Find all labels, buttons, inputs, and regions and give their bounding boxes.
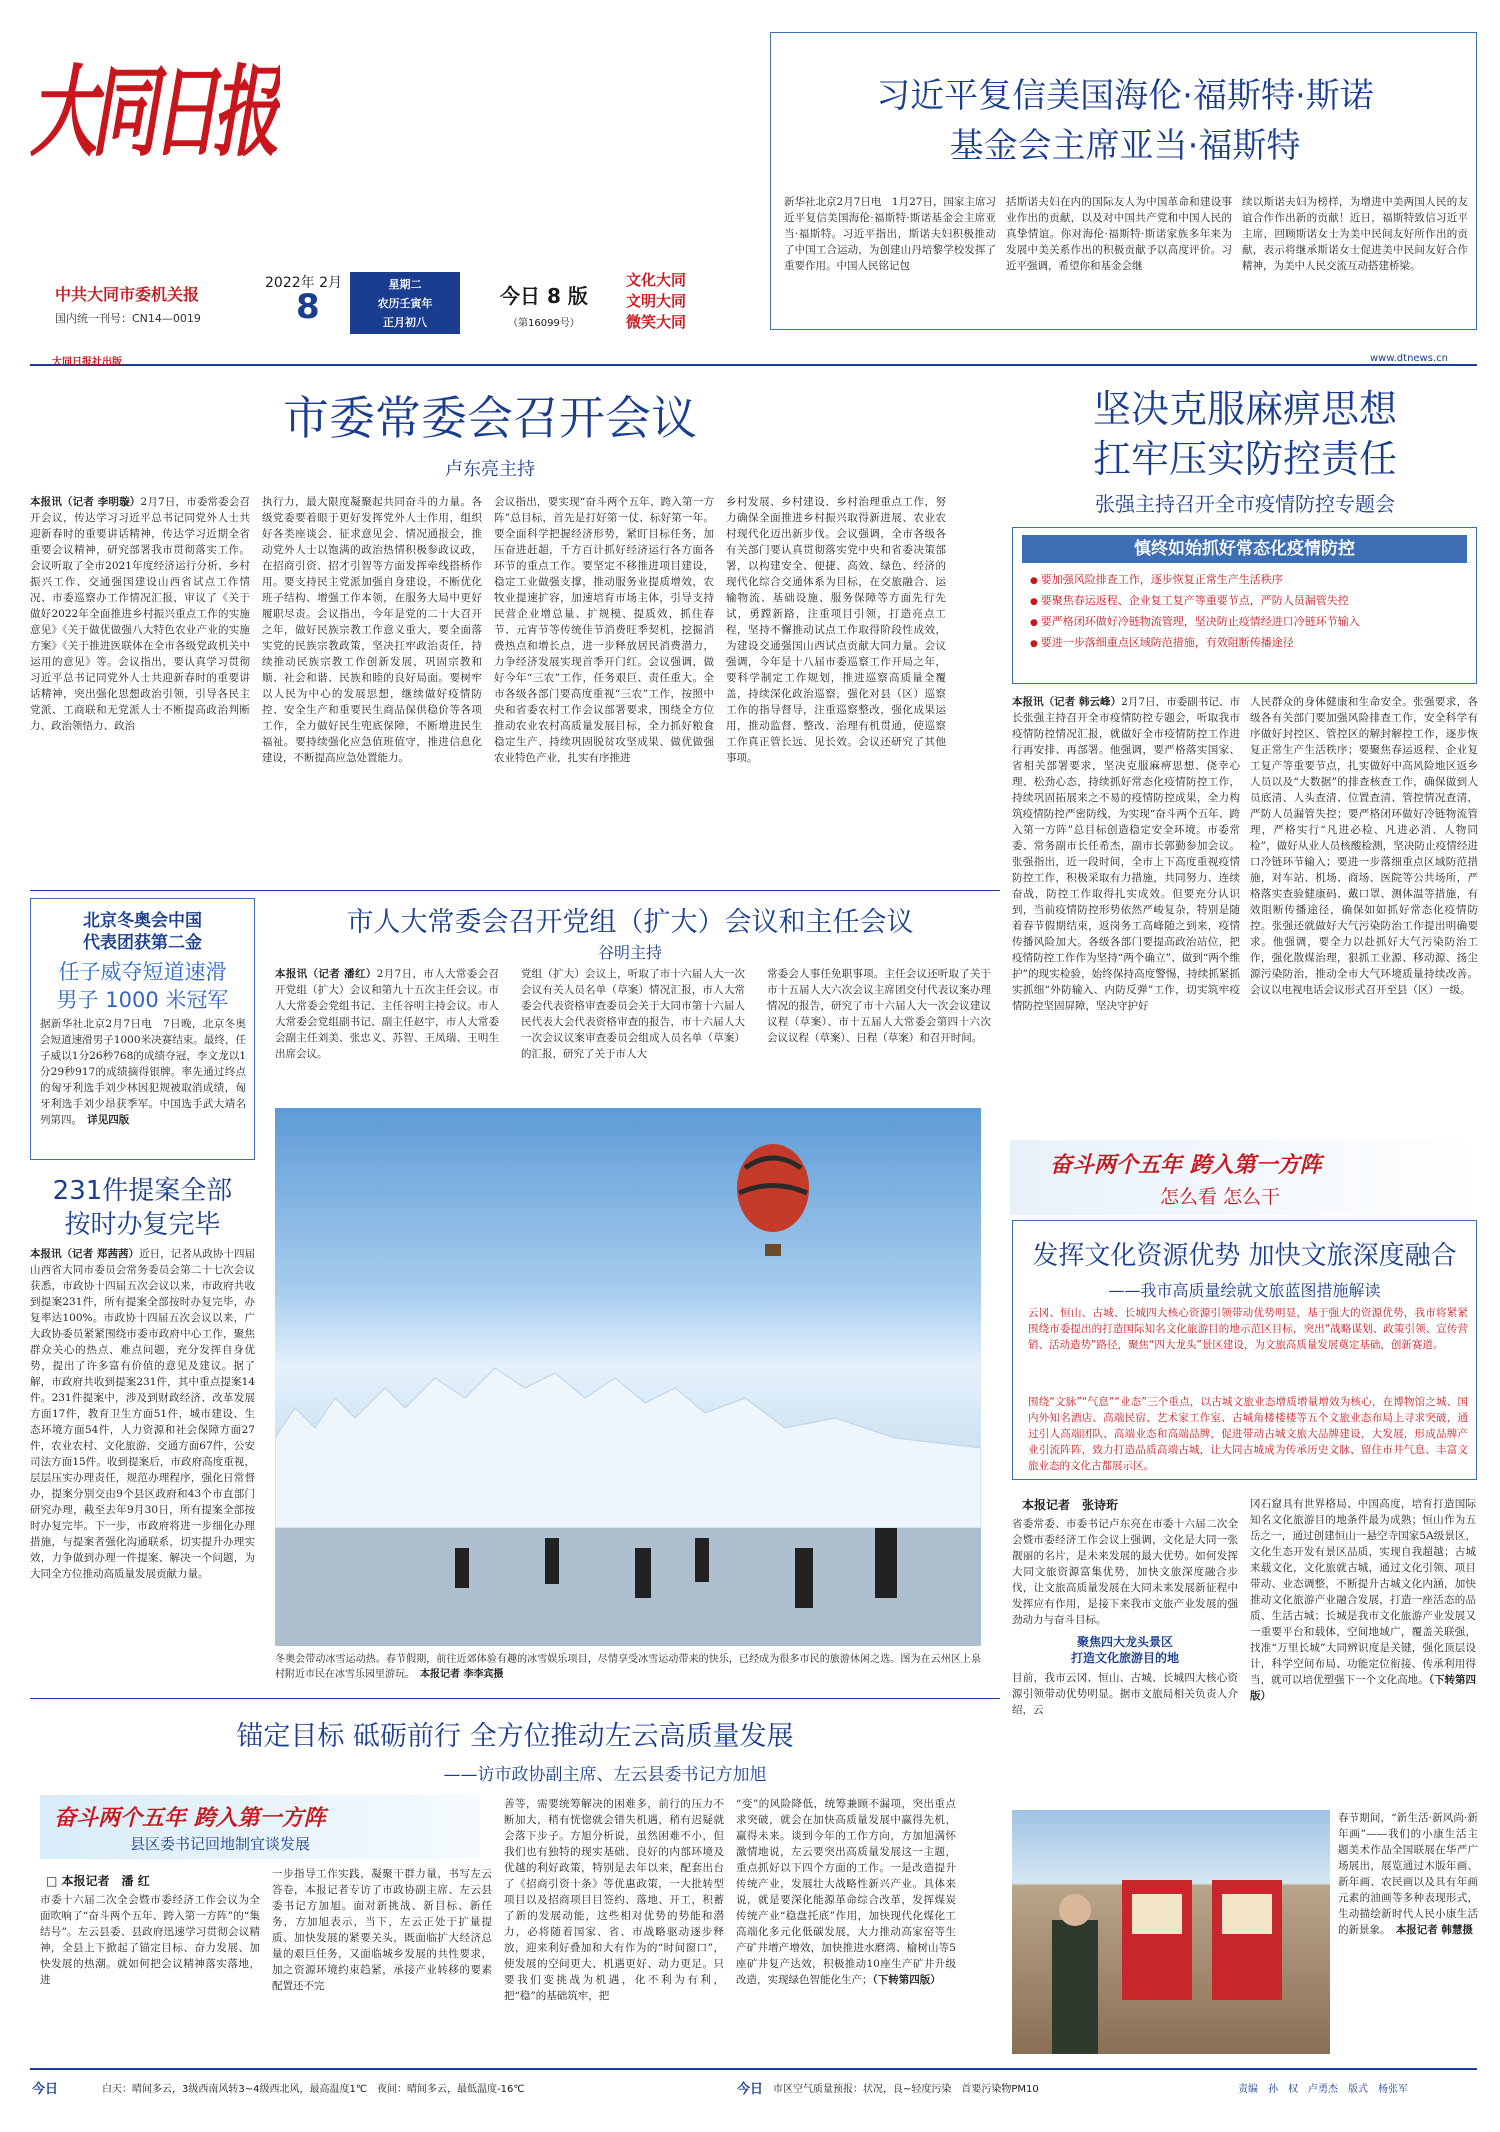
- footer-rule: [30, 2068, 1477, 2070]
- winter-sub-1: 任子威夺短道速滑: [58, 960, 227, 984]
- zuoyun-ref: （下转第四版）: [872, 1974, 941, 1986]
- proposals-title-1: 231件提案全部: [52, 1176, 233, 1206]
- winter-body-text: 据新华社北京2月7日电 7日晚，北京冬奥会短道速滑男子1000米决赛结束。最终，任子威以1分26秒768的成绩夺冠，李文龙以1分29秒917的成绩摘得银牌。率先通过终点的匈牙利选手刘少林因犯规被取消成绩，匈牙利选手刘少昂获季军。中国选手武大靖名列第四。: [40, 1018, 246, 1126]
- slogan-2: 文明大同: [626, 292, 687, 310]
- zuoyun-banner-2: 县区委书记回地制宜谈发展: [130, 1835, 311, 1853]
- npc-col-2: 党组（扩大）会议上，听取了市十六届人大一次会议有关人员名单（草案）情况汇报，市人大常委会代表资格审查委员会关于大同市第十六届人民代表大会代表资格审查的报告，市十六届人大一次会议议案审查委员会组成人员名单（草案）的汇报，研究了关于市人大: [521, 968, 745, 1060]
- masthead-logo: [30, 20, 280, 205]
- culture-byline: 本报记者 张诗珩: [1022, 1498, 1119, 1512]
- slogans: [626, 270, 686, 333]
- top-story-title-1: 习近平复信美国海伦·福斯特·斯诺: [876, 76, 1374, 116]
- npc-col-3: 常委会人事任免职事项。主任会议还听取了关于市十五届人大六次会议主席团交付代表议案办理情况的报告，研究了市十六届人大一次会议建议议程（草案）、市十五届人大常委会第四十六次会议议程（草案）、日程（草案）和召开时间。: [767, 968, 991, 1044]
- top-story-col-2: 括斯诺夫妇在内的国际友人为中国革命和建设事业作出的贡献，以及对中国共产党和中国人民的真挚情谊。你对海伦·福斯特·斯诺家族多年来为发展中美关系作出的积极贡献予以高度评价。习近平强调，希望你和基金会继: [1006, 196, 1232, 272]
- zuoyun-banner: [40, 1795, 480, 1859]
- lead-col-2: 执行力，最大限度凝聚起共同奋斗的力量。各级党委要着眼于更好发挥党外人士作用，组织好各类座谈会、征求意见会、情况通报会，推动党外人士以饱满的政治热情积极参政议政，在招商引资、招才引智等方面发挥牵线搭桥作用。要支持民主党派加强自身建设，不断优化班子结构、增强工作本领，在服务大局中更好履职尽责。会议指出，今年是党的二十大召开之年，做好民族宗教工作意义重大，要全面落实党的民族宗教政策，坚决扛牢政治责任，持续推动民族宗教工作创新发展，巩固宗教和顺、社会和谐、民族和睦的良好局面。要树牢以人民为中心的发展思想，继续做好疫情防控、安全生产和重要民生商品保供稳价等各项工作，全力做好民生兜底保障，不断增进民生福祉。要持续强化应急值班值守，推进信息化建设，不断提高应急处置能力。: [262, 496, 482, 764]
- festival-text: [1338, 1810, 1478, 2054]
- site-url: www.dtnews.cn: [1370, 353, 1448, 364]
- zuoyun-subtitle: ——访市政协副主席、左云县委书记方加旭: [443, 1765, 767, 1785]
- culture-title: 发挥文化资源优势 加快文旅深度融合: [1032, 1241, 1457, 1271]
- photo-caption-text: 冬奥会带动冰雪运动热。春节假期，前往近郊体验有趣的冰雪娱乐项目，尽情享受冰雪运动带来的快乐，已经成为很多市民的旅游休闲之选。图为在云州区上泉村附近市民在冰雪乐园里游玩。: [275, 1654, 981, 1680]
- npc-title: 市人大常委会召开党组（扩大）会议和主任会议: [346, 907, 914, 938]
- slogan-1: 文化大同: [626, 271, 687, 289]
- lead-col-3: 会议指出，要实现“奋斗两个五年、跨入第一方阵”总目标，首先是打好第一仗、标好第一年。要全面科学把握经济形势，紧盯目标任务，加压奋进赶超，千方百计抓好经济运行各方面各环节的重点工作。要坚定不移推进项目建设，稳定工业做强支撑，推动服务业提质增效，农牧业提速扩容，加速培育市场主体，引导支持民营企业增总量、扩规模、提质效，抓住春节、元宵节等传统佳节消费旺季契机，挖掘消费热点和增长点，进一步释放居民消费潜力，力争经济发展实现首季开门红。会议强调，做好今年“三农”工作，任务艰巨、责任重大。全市各级各部门要高度重视“三农”工作，按照中央和省委农村工作会议部署要求，围绕全方位推动农业农村高质量发展目标，全力抓好粮食稳定生产、持续巩固脱贫攻坚成果、做优做强农业特色产业，扎实有序推进: [494, 496, 714, 764]
- weekday: 星期二: [388, 278, 422, 291]
- issue-number: （第16099号）: [508, 318, 580, 329]
- culture-col-1-text: 省委常委、市委书记卢东亮在市委十六届二次全会暨市委经济工作会议上强调，文化是大同一张靓丽的名片，是未来发展的最大优势。如何发挥大同文旅资源富集优势，加快文旅深度融合步伐，让文旅高质量发展在大同未来发展新征程中发挥应有作用，是接下来我市文旅产业发展的强劲动力与奋斗目标。: [1012, 1518, 1238, 1626]
- visitor: [1052, 1920, 1098, 2054]
- publisher-bar: [30, 352, 1477, 366]
- covid-subtitle: 张强主持召开全市疫情防控专题会: [1095, 492, 1395, 516]
- covid-title-2: 扛牢压实防控责任: [1092, 437, 1397, 481]
- winter-title-1: 北京冬奥会中国: [83, 911, 202, 931]
- culture-ref: （下转第四版）: [1250, 1674, 1476, 1702]
- org-name: 中共大同市委机关报: [55, 285, 200, 304]
- culture-banner-2: 怎么看 怎么干: [1160, 1186, 1281, 1208]
- culture-summary-1: 云冈、恒山、古城、长城四大核心资源引领带动优势明显，基于强大的资源优势，我市将紧紧围绕市委提出的打造国际知名文化旅游目的地示范区目标，突出“战略谋划、政策引领、宣传营销、活动造势”路径，聚焦“四大龙头”景区建设，为文旅高质量发展奠定基础，创新赛道。: [1028, 1307, 1468, 1351]
- photo-scene: [275, 1108, 981, 1646]
- zuoyun-col-2: 一步指导工作实践，凝聚干群力量，书写左云答卷，本报记者专访了市政协副主席、左云县委书记方加旭。面对新挑战、新目标、新任务，方加旭表示，当下，左云正处于扩量提质、加快发展的紧要关头，既面临扩大经济总量的艰巨任务，又面临城乡发展的共性要求，加之资源环境约束趋紧，承接产业转移的要素配置还不完: [272, 1868, 492, 1992]
- covid-bullets: [1030, 570, 1470, 654]
- winter-sub-2: 男子 1000 米冠军: [56, 988, 229, 1012]
- zuoyun-col-1: 市委十六届二次全会暨市委经济工作会议为全面吹响了“奋斗两个五年、跨入第一方阵”的“集结号”。左云县委、县政府迅速学习贯彻会议精神，全县上下掀起了锚定目标、奋力发展、加快发展的热潮。就如何把会议精神落实落地，进: [40, 1894, 260, 1986]
- festival-credit: 本报记者 韩慧摄: [1395, 1924, 1473, 1936]
- lead-title: 市委常委会召开会议: [283, 391, 697, 445]
- lead-col-4: 乡村发展、乡村建设、乡村治理重点工作，努力确保全面推进乡村振兴取得新进展、农业农村现代化迈出新步伐。会议强调，全市各级各有关部门要认真贯彻落实党中央和省委决策部署，以构建安全、便捷、高效、绿色、经济的现代化综合交通体系为目标，在交旅融合、运输物流、基础设施、服务保障等方面先行先试，勇蹚新路，注重项目引领，打造亮点工程，坚持不懈推动试点工作取得阶段性成效，为建设交通强国山西试点贡献大同力量。会议强调，今年是十八届市委巡察工作开局之年，要科学制定工作规划，推进巡察高质量全覆盖，持续深化政治巡察，强化对县（区）巡察工作的指导督导，注重巡察整改，强化成果运用，推动监督、整改、治理有机贯通，使巡察工作真正管长远、见长效。会议还研究了其他事项。: [726, 496, 946, 764]
- footer-label-2: 今日: [737, 2082, 764, 2097]
- covid-bullet-2: ● 要聚焦春运返程、企业复工复产等重要节点，严防人员漏管失控: [1030, 591, 1470, 612]
- culture-subhead-2: 打造文化旅游目的地: [1070, 1651, 1179, 1665]
- culture-banner: [1010, 1140, 1478, 1215]
- lunar-day: 正月初八: [383, 316, 427, 329]
- covid-banner: 慎终如始抓好常态化疫情防控: [1022, 535, 1467, 563]
- top-story-col-3: 续以斯诺夫妇为榜样，为增进中美两国人民的友谊合作作出新的贡献！近日，福斯特致信习近平主席，回顾斯诺女士为美中民间友好所作出的贡献，表示将继承斯诺女士促进美中民间友好合作精神，为美中人民交流互动搭建桥梁。: [1242, 196, 1468, 272]
- winter-body: [40, 1016, 246, 1152]
- rule-zuoyun: [30, 1698, 1000, 1699]
- photo-caption: [275, 1652, 981, 1688]
- date-day: 8: [296, 287, 320, 327]
- rule-lead: [30, 890, 1000, 891]
- page-count: 今日 8 版: [500, 284, 588, 308]
- balloon-basket: [765, 1244, 781, 1256]
- winter-ref: 详见四版: [87, 1114, 130, 1126]
- zuoyun-title: 锚定目标 砥砺前行 全方位推动左云高质量发展: [236, 1721, 794, 1752]
- date-ym: 2022年 2月: [265, 275, 342, 291]
- culture-col-1b-text: 目前，我市云冈、恒山、古城、长城四大核心资源引领带动优势明显。据市文旅局相关负责人介绍，云: [1012, 1672, 1238, 1716]
- npc-col-1-text: 2月7日，市人大常委会召开党组（扩大）会议和第九十五次主任会议。市人大常委会党组书记、主任谷明主持会议。市人大常委会党组副书记、副主任赵宇，市人大常委会副主任刘美、张忠义、苏智、王凤瑞、王明生出席会议。: [275, 968, 499, 1060]
- proposals-title-2: 按时办复完毕: [64, 1210, 221, 1240]
- culture-col-2-text: 冈石窟具有世界格局、中国高度，培育打造国际知名文化旅游目的地条件最为成熟；恒山作为五岳之一，通过创建恒山一悬空寺国家5A级景区，文化生态开发有景区品质，实现自我超越；古城来载文化，文化旅就古城，通过文化引领、项目带动、业态调整，不断提升古城文化内涵，加快推动文化旅游产业融合发展，打造一座活态的品质、生活古城；长城是我市文化旅游产业发展又一重要平台和载体，空间地域广，覆盖关联强，找准“万里长城”大同辨识度是关键，强化顶层设计，科学空间布局、功能定位衔接、传承利用得当，就可以培优塑强下一个文化高地。: [1250, 1498, 1476, 1686]
- top-story-col-1: 新华社北京2月7日电 1月27日，国家主席习近平复信美国海伦·福斯特·斯诺基金会主席亚当·福斯特。习近平指出，斯诺夫妇积极推动了中国工合运动，为创建山丹培黎学校发挥了重要作用。中国人民铭记包: [784, 196, 996, 272]
- festival-scene: [1012, 1810, 1330, 2054]
- culture-col-2: [1250, 1496, 1476, 1740]
- lead-col-1: [30, 494, 250, 884]
- zuoyun-banner-1: 奋斗两个五年 跨入第一方阵: [54, 1806, 326, 1831]
- zuoyun-col-4-text: “变”的风险降低，统筹兼顾不漏项，突出重点求突破，就会在加快高质量发展中赢得先机，赢得未来。谈到今年的工作方向，方加旭满怀激情地说，左云要突出高质量发展这一主题，重点抓好以下四个方面的工作。一是改造提升传统产业，发展壮大战略性新兴产业。具体来说，就是要深化能源革命综合改革，发挥煤炭传统产业“稳盘托底”作用，加快现代化煤化工高端化多元化低碳发展，大力推动高家窑等生产矿井增产增效，加快推进水磨湾、榆树山等5座矿井复产达效，积极推动10座生产矿井升级改造，实现绿色智能化生产；: [736, 1798, 956, 1986]
- culture-subtitle: ——我市高质量绘就文旅蓝图措施解读: [1108, 1281, 1381, 1300]
- covid-col-1-text: 2月7日，市委副书记、市长张强主持召开全市疫情防控专题会，听取我市疫情防控情况汇报，就做好全市疫情防控工作进行再安排、再部署。他强调，要严格落实国家、省相关部署要求，坚决克服麻痹思想、侥幸心理、松劲心态，持续抓好常态化疫情防控工作，持续巩固拓展来之不易的疫情防控成果，全力构筑疫情防控严密防线，为实现“奋斗两个五年、跨入第一方阵”总目标创造稳定安全环境。市委常委、常务副市长任希杰，副市长郭勤参加会议。张强指出，近一段时间，全市上下高度重视疫情防控工作，积极采取有力措施，共同努力、连续奋战，防控工作取得扎实成效。但要充分认识到，当前疫情防控形势依然严峻复杂，特别是随着春节假期结束，返岗务工高峰随之到来，疫情传播风险加大。各级各部门要提高政治站位，把疫情防控工作作为坚持“两个确立”、做到“两个维护”的现实检验，始终保持高度警惕，持续抓紧抓实抓细“外防输入、内防反弹”工作，切实筑牢疫情防控坚固屏障，坚决守护好: [1012, 696, 1240, 1012]
- zuoyun-col-3: 善等，需要统筹解决的困难多，前行的压力不断加大，稍有恍惚就会错失机遇，稍有迟疑就会落下步子。方旭分析说，虽然困难不小，但我们也有独特的现实基础、良好的内部环境及优越的利好政策，特别是去年以来，配套出台了《招商引资十条》等优惠政策，一大批转型项目以及招商项目目签约、落地、开工，积蓄了新的发展动能，这些相对优势的势能和潜力，必将随着国家、省、市战略驱动逐步释放，迎来利好叠加和大有作为的“时间窗口”，使发展的空间更大、机遇更好、动力更足。只要我们变挑战为机遇，化不利为有利，把“稳”的基础筑牢，把: [504, 1798, 724, 2002]
- footer-editors: 责编 孙 权 卢勇杰 版式 杨张军: [1238, 2084, 1408, 2095]
- logo-text: 大同日报: [30, 54, 274, 171]
- npc-subtitle: 谷明主持: [597, 943, 662, 962]
- npc-byline: 本报讯（记者 潘红）: [275, 968, 377, 980]
- lead-byline: 本报讯（记者 李明璇）: [30, 496, 141, 508]
- covid-bullet-4: ● 要进一步落细重点区域防范措施，有效阻断传播途径: [1030, 633, 1470, 654]
- ice-festival-photo: [275, 1108, 981, 1646]
- photo-credit: 本报记者 李李宾摄: [420, 1669, 504, 1680]
- covid-title-1: 坚决克服麻痹思想: [1092, 387, 1397, 431]
- festival-photo: [1012, 1810, 1330, 2054]
- covid-bullet-1: ● 要加强风险排查工作，逐步恢复正常生产生活秩序: [1030, 570, 1470, 591]
- festival-body: 春节期间，“新生活·新风尚·新年画”——我们的小康生活主题美术作品全国联展在华严广场展出，展览通过木版年画、新年画、农民画以及具有年画元素的油画等多种表现形式，生动描绘新时代人民小康生活的新景象。: [1338, 1812, 1478, 1936]
- npc-col-1: [275, 966, 499, 1098]
- culture-subhead-1: 聚焦四大龙头景区: [1076, 1635, 1173, 1649]
- publisher-name: 大同日报社出版: [52, 357, 122, 368]
- proposals-body: [30, 1246, 255, 1686]
- covid-col-1: [1012, 694, 1240, 1134]
- date-box: [350, 272, 460, 334]
- covid-byline: 本报讯（记者 韩云峰）: [1012, 696, 1122, 708]
- lead-subtitle: 卢东亮主持: [445, 459, 535, 480]
- footer-air: 市区空气质量预报：状况，良~轻度污染 首要污染物PM10: [773, 2084, 1039, 2095]
- culture-col-1: [1012, 1516, 1238, 1742]
- top-story-title-2: 基金会主席亚当·福斯特: [949, 126, 1301, 166]
- covid-bullet-3: ● 要严格闭环做好冷链物流管理，坚决防止疫情经进口冷链环节输入: [1030, 612, 1470, 633]
- winter-title-2: 代表团获第二金: [83, 933, 202, 953]
- slogan-3: 微笑大同: [626, 313, 687, 331]
- footer-label-1: 今日: [32, 2082, 59, 2097]
- lead-col-1-text: 2月7日，市委常委会召开会议，传达学习习近平总书记同党外人士共迎新春时的重要讲话精神，传达学习近期全省重要会议精神，研究部署我市贯彻落实工作。会议听取了全市2021年度经济运行分析、乡村振兴工作、交通强国建设山西省试点工作情况、市委巡察办工作情况汇报，审议了《关于做好2022年全面推进乡村振兴重点工作的实施意见》《关于做优做强八大特色农业产业的实施方案》《关于推进医联体在全市各级党政机关中运用的意见》等。会议指出，要认真学习贯彻习近平总书记同党外人士共迎新春时的重要讲话精神，突出强化思想政治引领，引导各民主党派、工商联和无党派人士不断提高政治判断力、政治领悟力、政治: [30, 496, 250, 732]
- issn: 国内统一刊号：CN14—0019: [55, 312, 201, 325]
- proposals-byline: 本报讯（记者 郑茜茜）: [30, 1248, 140, 1260]
- proposals-text: 近日，记者从政协十四届山西省大同市委员会常务委员会第二十七次会议获悉，市政协十四届五次会议以来，市政府共收到提案231件，所有提案全部按时办复完毕，办复率达100%。市政协十四届五次会议以来，广大政协委员紧紧围绕市委市政府中心工作，聚焦群众关心的热点、难点问题，充分发挥自身优势，提出了许多富有价值的意见及建议。据了解，市政府共收到提案231件，其中重点提案14件。231件提案中，涉及到财政经济、改革发展方面17件，教育卫生方面51件，城市建设、生态环境方面54件，人力资源和社会保障方面27件，农业农村、文化旅游、交通方面67件，公安司法方面15件。收到提案后，市政府高度重视，层层压实办理责任，规范办理程序，强化日常督办，提案分别交由9个县区政府和43个市直部门研究办理，截至去年9月30日，所有提案全部按时办复完毕。下一步，市政府将进一步细化办理措施，与提案者强化沟通联系，切实提升办理实效，力争做到办理一件提案、解决一个问题，为大同全方位推动高质量发展贡献力量。: [30, 1248, 255, 1580]
- covid-col-2: 人民群众的身体健康和生命安全。张强要求，各级各有关部门要加强风险排查工作，安全科学有序做好封控区、管控区的解封解控工作，逐步恢复正常生产生活秩序；要聚焦春运返程、企业复工复产等重要节点，扎实做好中高风险地区返乡人员以及“大数据”的排查核查工作，确保做到人员底清、人头查清、位置查清、管控情况查清，严防人员漏管失控；要严格闭环做好冷链物流管理，严格实行“凡进必检、凡进必消、人物同检”，做好从业人员核酸检测，坚决防止疫情经进口冷链环节输入；要进一步落细重点区域防范措施，对车站、机场、商场、医院等公共场所，严格落实查验健康码、戴口罩、测体温等措施，有效阻断传播途径，确保如如抓好常态化疫情防控。张强还就做好大气污染防治工作提出明确要求。他强调，要全力以赴抓好大气污染防治工作，强化散煤治理，狠抓工业源、移动源、扬尘源污染防治，推动全市大气环境质量持续改善。会议以电视电话会议形式召开至县（区）一级。: [1250, 696, 1478, 996]
- culture-banner-1: 奋斗两个五年 跨入第一方阵: [1050, 1153, 1322, 1178]
- culture-summary-2: 围绕“文脉”“气息”“业态”三个重点，以古城文旅业态增质增量增效为核心，在博物馆之城、国内外知名酒店、高端民宿、艺术家工作室、古城角楼楼楼等五个文旅业态布局上寻求突破，通过引人高端团队、高端业态和高端品牌，促进带动古城文旅大品牌建设，大发展，形成品牌产业引流阵阵，致力打造品质高端古城，让大同古城成为传承历史文脉、留住市井气息、丰富文旅业态的文化古都展示区。: [1028, 1396, 1468, 1472]
- ice-sculptures: [275, 1368, 981, 1528]
- zuoyun-col-4: [736, 1796, 956, 2048]
- footer-weather: 白天：晴间多云，3级西南风转3~4级西北风，最高温度1℃ 夜间：晴间多云，最低温度-16℃: [102, 2084, 525, 2095]
- zuoyun-byline: □ 本报记者 潘 红: [46, 1874, 150, 1888]
- lunar-year: 农历壬寅年: [377, 297, 433, 310]
